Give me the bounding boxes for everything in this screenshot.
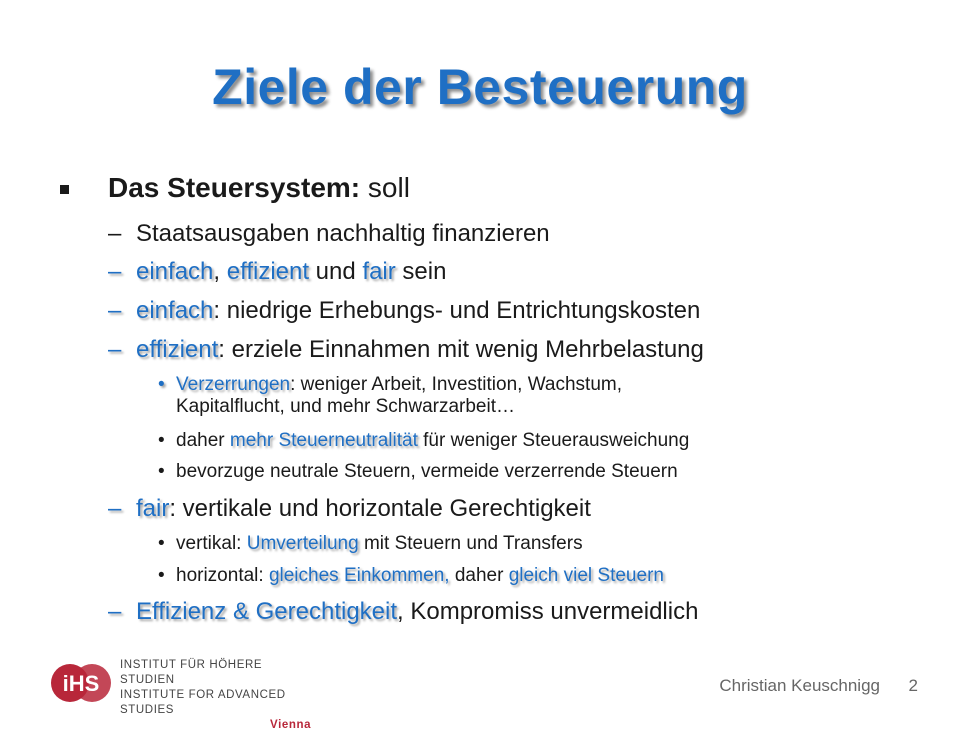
- ihs-logo: [50, 656, 312, 731]
- item-5: – fair: vertikale und horizontale Gerechtigkeit: [108, 495, 591, 522]
- slide-title: Ziele der Besteuerung: [212, 59, 748, 115]
- item-4: – effizient: erziele Einnahmen mit wenig Mehrbelastung: [108, 336, 704, 363]
- page-number: 2: [908, 676, 918, 695]
- item-6: – Effizienz & Gerechtigkeit, Kompromiss unvermeidlich: [108, 598, 699, 625]
- item-1: – Staatsausgaben nachhaltig finanzieren: [108, 220, 550, 247]
- level1-bold: Das Steuersystem:: [108, 172, 361, 203]
- logo-text: INSTITUT FÜR HÖHERE STUDIEN INSTITUTE FOR ADVANCED STUDIES Vienna: [120, 659, 312, 731]
- svg-text:iHS: iHS: [62, 671, 100, 696]
- footer-author: Christian Keuschnigg: [719, 676, 880, 695]
- item-3: – einfach: niedrige Erhebungs- und Entrichtungskosten: [108, 297, 701, 324]
- item-2: – einfach, effizient und fair sein: [108, 258, 447, 285]
- square-bullet-icon: [60, 185, 69, 194]
- ihs-logo-icon: [50, 660, 112, 706]
- level1-rest: soll: [360, 172, 410, 203]
- slide: Ziele der Besteuerung Das Steuersystem: soll – Staatsausgaben nachhaltig finanzieren – einfach, effizient und fair sein – einfach: niedrige Erhebungs- und Entrichtungskosten – effizient: erziele Einnahmen mit wenig Mehrbelastung • Verzerrungen: weniger Arbeit, Investition, Wachstum, Kapitalflucht, und mehr Schwarzarbeit… • daher mehr Steuerneutralität für weniger Steuerausweichung • bevorzuge neutrale Steuern, vermeide verzerrende Steuern – fair: vertikale und horizontale Gerechtigkeit • vertikal: Umverteilung mit Steuern und Transfers • horizontal: gleiches Einkommen, daher gleich viel Steuern – Effizienz & Gerechtigkeit, Kompromiss unvermeidlich iHS INSTITUT FÜR HÖHERE STUDIEN INSTITUTE FOR ADVANCED STUDIES Vienna Christian Keuschnigg 2: [0, 0, 960, 720]
